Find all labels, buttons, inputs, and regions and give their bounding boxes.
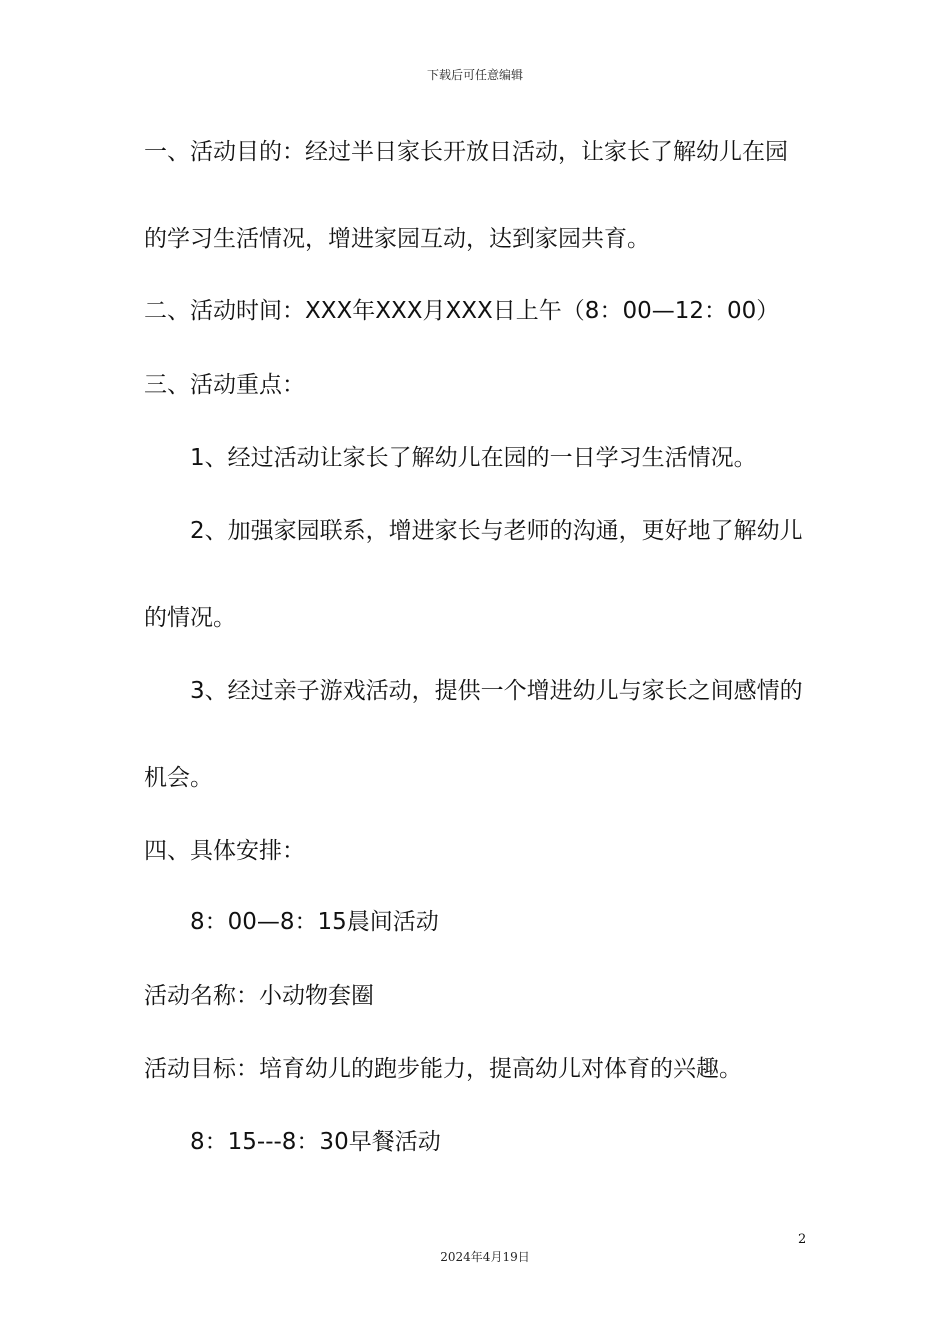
paragraph-line: 机会。 bbox=[144, 765, 213, 791]
list-item: 1、经过活动让家长了解幼儿在园的一日学习生活情况。 bbox=[190, 445, 757, 471]
schedule-time: 8：00—8：15晨间活动 bbox=[190, 909, 439, 935]
paragraph-line: 二、活动时间：XXX年XXX月XXX日上午（8：00—12：00） bbox=[144, 298, 780, 324]
activity-goal: 活动目标：培育幼儿的跑步能力，提高幼儿对体育的兴趣。 bbox=[144, 1056, 742, 1082]
paragraph-line: 的情况。 bbox=[144, 605, 236, 631]
footer-date: 2024年4月19日 bbox=[440, 1250, 530, 1264]
activity-name: 活动名称：小动物套圈 bbox=[144, 983, 374, 1009]
paragraph-line: 一、活动目的：经过半日家长开放日活动，让家长了解幼儿在园 bbox=[144, 139, 788, 165]
page-header: 下载后可任意编辑 bbox=[426, 68, 523, 82]
list-item: 3、经过亲子游戏活动，提供一个增进幼儿与家长之间感情的 bbox=[190, 678, 803, 704]
section-heading: 三、活动重点： bbox=[144, 372, 305, 398]
section-heading: 四、具体安排： bbox=[144, 838, 305, 864]
list-item: 2、加强家园联系，增进家长与老师的沟通，更好地了解幼儿 bbox=[190, 518, 803, 544]
page-number: 2 bbox=[798, 1232, 807, 1247]
paragraph-line: 的学习生活情况，增进家园互动，达到家园共育。 bbox=[144, 226, 650, 252]
schedule-time: 8：15---8：30早餐活动 bbox=[190, 1129, 441, 1155]
